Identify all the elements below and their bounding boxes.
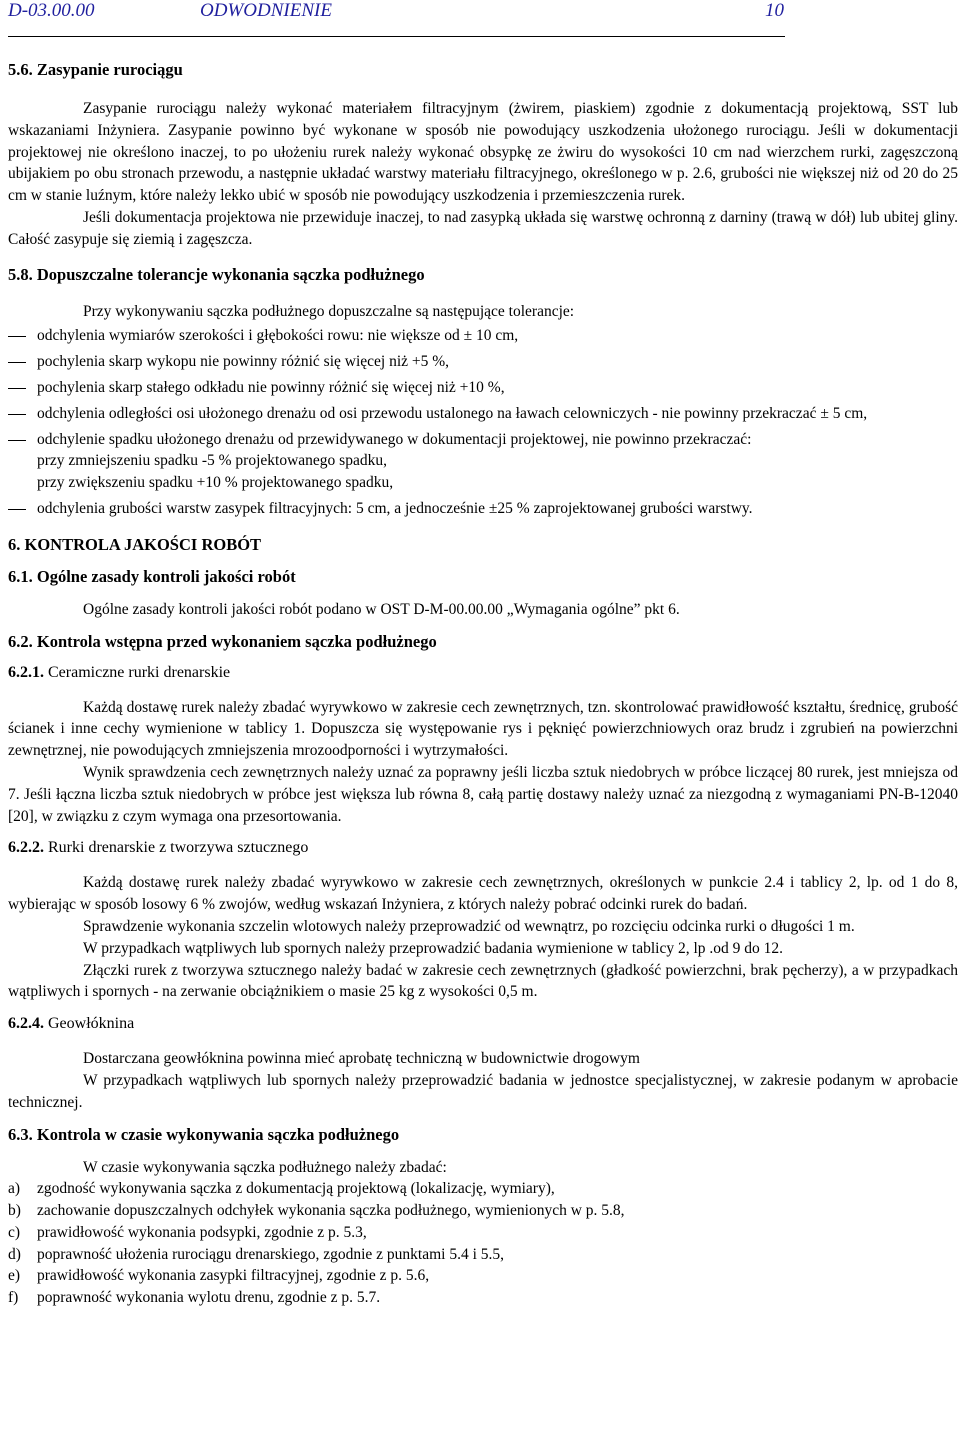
section-title: Rurki drenarskie z tworzywa sztucznego: [44, 839, 309, 857]
section-number: 6.2.4.: [8, 1015, 44, 1033]
document-title: ODWODNIENIE: [200, 0, 332, 21]
list-text: poprawność ułożenia rurociągu drenarskiego, zgodnie z punktami 5.4 i 5.5,: [37, 1245, 505, 1263]
paragraph: Przy wykonywaniu sączka podłużnego dopuszczalne są następujące tolerancje:: [83, 302, 575, 320]
paragraph: W przypadkach wątpliwych lub spornych należy przeprowadzić badania wymienione w tablicy 2, lp .od 9 do 12.: [83, 939, 784, 957]
heading-6: 6. KONTROLA JAKOŚCI ROBÓT: [8, 534, 262, 554]
heading-6-2-4: [8, 1013, 958, 1035]
list-item: odchylenia grubości warstw zasypek filtracyjnych: 5 cm, a jednocześnie ±25 % zaprojektowanej grubości warstwy.: [8, 498, 958, 520]
paragraph: Dostarczana geowłóknina powinna mieć aprobatę techniczną w budownictwie drogowym: [83, 1050, 640, 1068]
list-item: pochylenia skarp wykopu nie powinny różnić się więcej niż +5 %,: [8, 351, 958, 373]
list-letter: b): [8, 1202, 21, 1220]
section-number: 6.2.1.: [8, 663, 44, 681]
list-text: prawidłowość wykonania zasypki filtracyjnej, zgodnie z p. 5.6,: [37, 1267, 430, 1285]
paragraph: Złączki rurek z tworzywa sztucznego należy badać w zakresie cech zewnętrznych (gładkość powierzchni, brak pęcherzy), a w przypadkach wątpliwych i spornych - na zerwanie obciążnikiem o masie 25 kg z wysokości 0,5 m.: [8, 961, 958, 1001]
list-letter: d): [8, 1245, 21, 1263]
heading-6-3: 6.3. Kontrola w czasie wykonywania sączka podłużnego: [8, 1124, 400, 1144]
document-code: D-03.00.00: [8, 0, 95, 21]
section-number: 6.2.2.: [8, 839, 44, 857]
section-title: Geowłóknina: [44, 1015, 135, 1033]
list-item: [8, 1287, 958, 1309]
paragraph: Ogólne zasady kontroli jakości robót podano w OST D-M-00.00.00 „Wymagania ogólne” pkt 6.: [83, 600, 680, 618]
heading-5-6: 5.6. Zasypanie rurociągu: [8, 60, 183, 79]
heading-6-1: 6.1. Ogólne zasady kontroli jakości robót: [8, 566, 296, 586]
paragraph: W przypadkach wątpliwych lub spornych należy przeprowadzić badania w jednostce specjalistycznej, w zakresie podanym w aprobacie technicznej.: [8, 1071, 958, 1111]
list-item: odchylenie spadku ułożonego drenażu od przewidywanego w dokumentacji projektowej, nie powinno przekraczać:: [8, 429, 958, 451]
paragraph: Każdą dostawę rurek należy zbadać wyrywkowo w zakresie cech zewnętrznych, tzn. skontrolować prawidłowość kształtu, średnicę, grubość ścianek i inne cechy wymienione w tablicy 1. Dopuszcza się występowanie rys i pęknięć powierzchniowych oraz brudz i zgrubień na powierzchni zewnętrznej, nie powodujących zmniejszenia mrozoodporności i wytrzymałości.: [8, 698, 958, 760]
heading-6-2-2: [8, 837, 958, 859]
list-item: [8, 1178, 958, 1200]
list-text: poprawność wykonania wylotu drenu, zgodnie z p. 5.7.: [37, 1289, 381, 1307]
page-number: 10: [765, 0, 784, 21]
list-text: zachowanie dopuszczalnych odchyłek wykonania sączka podłużnego, wymienionych w p. 5.8,: [37, 1202, 625, 1220]
list-item: [8, 1244, 958, 1266]
list-item: odchylenia wymiarów szerokości i głębokości rowu: nie większe od ± 10 cm,: [8, 325, 958, 347]
list-text: prawidłowość wykonania podsypki, zgodnie z p. 5.3,: [37, 1223, 367, 1241]
paragraph: Sprawdzenie wykonania szczelin wlotowych należy przeprowadzić od wewnątrz, po rozcięciu odcinka rurki o długości 1 m.: [83, 917, 855, 935]
list-letter: e): [8, 1267, 21, 1285]
list-item: [8, 1200, 958, 1222]
section-title: Ceramiczne rurki drenarskie: [44, 663, 231, 681]
paragraph: Wynik sprawdzenia cech zewnętrznych należy uznać za poprawny jeśli liczba sztuk niedobrych w próbce liczącej 80 rurek, jest mniejsza od 7. Jeśli łączna liczba sztuk niedobrych w próbce jest większa lub równa 8, całą partię dostawy należy uznać za niezgodną z wymaganiami PN-B-12040 [20], w związku z czym wymaga ona przesortowania.: [8, 763, 958, 825]
paragraph: Jeśli dokumentacja projektowa nie przewiduje inaczej, to nad zasypką układa się warstwę ochronną z darniny (trawą w dół) lub ubitej gliny. Całość zasypuje się ziemią i zagęszcza.: [8, 208, 958, 248]
list-text: zgodność wykonywania sączka z dokumentacją projektową (lokalizację, wymiary),: [37, 1180, 555, 1198]
paragraph: W czasie wykonywania sączka podłużnego należy zbadać:: [83, 1158, 447, 1176]
list-item: pochylenia skarp stałego odkładu nie powinny różnić się więcej niż +10 %,: [8, 377, 958, 399]
page-header: [8, 0, 785, 37]
list-item: [8, 1222, 958, 1244]
heading-5-8: 5.8. Dopuszczalne tolerancje wykonania sączka podłużnego: [8, 264, 425, 284]
list-item: [8, 1265, 958, 1287]
sub-item: przy zmniejszeniu spadku -5 % projektowanego spadku,: [37, 452, 387, 470]
sub-item: przy zwiększeniu spadku +10 % projektowanego spadku,: [37, 474, 394, 492]
heading-6-2: 6.2. Kontrola wstępna przed wykonaniem sączka podłużnego: [8, 631, 437, 651]
list-letter: a): [8, 1180, 21, 1198]
list-letter: c): [8, 1223, 21, 1241]
document-page: [8, 0, 958, 1309]
list-letter: f): [8, 1289, 19, 1307]
paragraph: Każdą dostawę rurek należy zbadać wyrywkowo w zakresie cech zewnętrznych, określonych w punkcie 2.4 i tablicy 2, lp. od 1 do 8, wybierając w sposób losowy 6 % zwojów, według wskazań Inżyniera, z których należy pobrać odcinki rurek do badań.: [8, 874, 958, 914]
list-item: odchylenia odległości osi ułożonego drenażu od osi przewodu ustalonego na ławach celowniczych - nie powinny przekraczać ± 5 cm,: [8, 403, 958, 425]
heading-6-2-1: [8, 662, 958, 684]
paragraph: Zasypanie rurociągu należy wykonać materiałem filtracyjnym (żwirem, piaskiem) zgodnie z dokumentacją projektową, SST lub wskazaniami Inżyniera. Zasypanie powinno być wykonane w sposób nie powodujący uszkodzenia ułożonego rurociągu. Jeśli w dokumentacji projektowej nie określono inaczej, to po ułożeniu rurek należy wykonać obsypkę ze żwiru do wysokości 10 cm nad wierzchem rurki, zagęszczoną ubijakiem po obu stronach przewodu, a następnie układać warstwy materiału filtracyjnego, określonego w p. 2.6, grubości nie większej niż od 20 do 25 cm w stanie luźnym, które należy lekko ubić w sposób nie powodujący uszkodzenia i przemieszczenia rurek.: [8, 100, 958, 205]
